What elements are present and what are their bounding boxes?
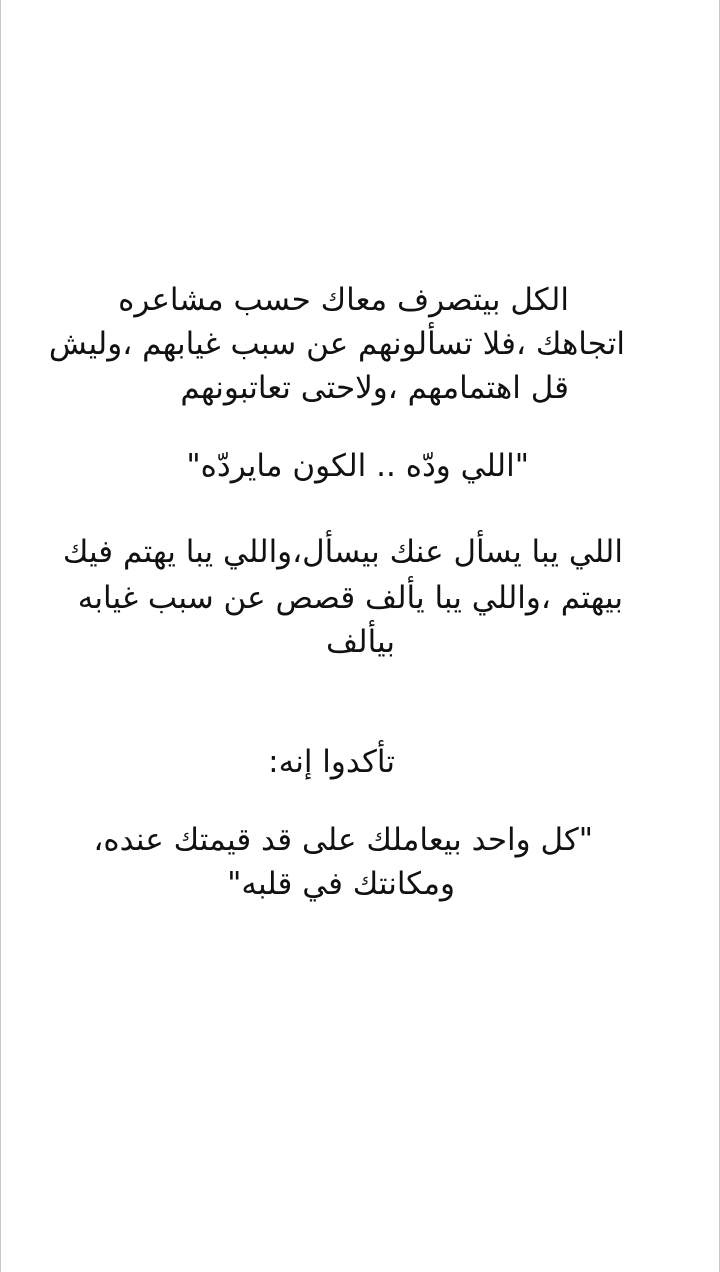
quote-line: ومكانتك في قلبه" [227,866,455,902]
quote-line: "اللي ودّه .. الكون مايردّه" [186,448,529,484]
heading-line: تأكدوا إنه: [268,744,395,780]
text-line: اللي يبا يسأل عنك بيسأل،واللي يبا يهتم فيك [62,534,623,570]
text-line: بيهتم ،واللي يبا يألف قصص عن سبب غيابه [77,580,623,616]
text-line: اتجاهك ،فلا تسألونهم عن سبب غيابهم ،وليش [48,326,625,362]
text-line: قل اهتمامهم ،ولاحتى تعاتبونهم [180,370,569,406]
text-line: الكل بيتصرف معاك حسب مشاعره [118,282,569,318]
text-line: بيألف [326,624,395,660]
quote-line: "كل واحد بيعاملك على قد قيمتك عنده، [93,822,593,858]
